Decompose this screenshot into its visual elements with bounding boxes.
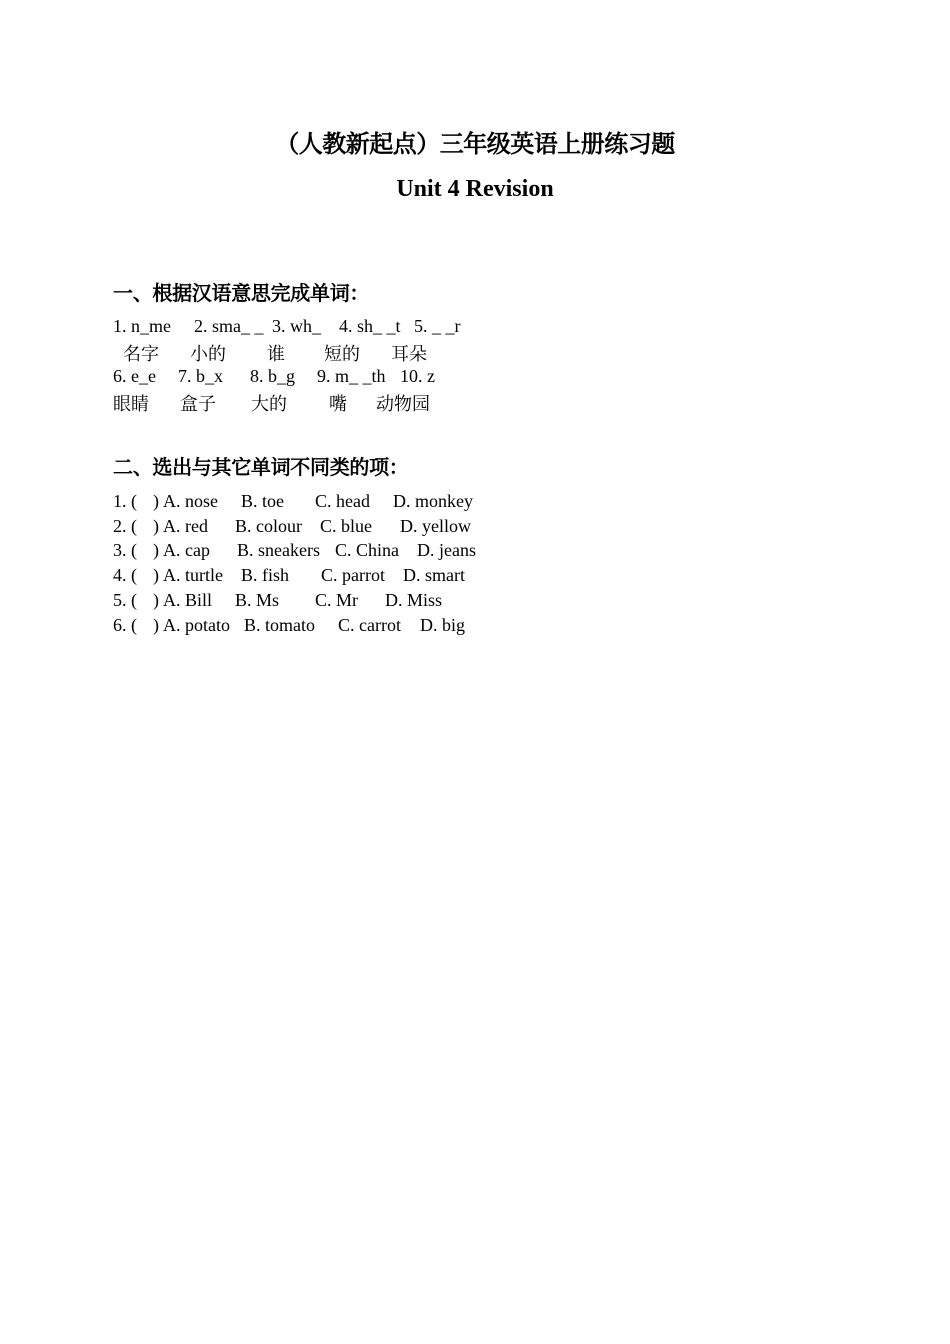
section2-heading: 二、选出与其它单词不同类的项：	[113, 455, 409, 479]
word-item: 8. b_g	[250, 366, 295, 386]
option-c: C. head	[315, 491, 370, 511]
meaning-item: 短的	[324, 344, 360, 365]
option-d: D. jeans	[417, 540, 476, 560]
question-number: 2. (	[113, 516, 137, 536]
option-d: D. monkey	[393, 491, 473, 511]
option-b: B. colour	[235, 516, 302, 536]
question-number: 4. (	[113, 565, 137, 585]
option-d: D. smart	[403, 565, 465, 585]
meaning-item: 大的	[251, 394, 287, 415]
option-a: A. Bill	[163, 590, 213, 610]
word-item: 1. n_me	[113, 316, 171, 336]
answer-blank: )	[153, 516, 159, 536]
option-c: C. carrot	[338, 615, 401, 635]
word-item: 10. z	[400, 366, 435, 386]
option-a: A. turtle	[163, 565, 223, 585]
option-b: B. sneakers	[237, 540, 320, 560]
word-item: 4. sh_ _t	[339, 316, 401, 336]
word-item: 3. wh_	[272, 316, 321, 336]
word-item: 2. sma_ _	[194, 316, 264, 336]
answer-blank: )	[153, 565, 159, 585]
question-number: 5. (	[113, 590, 137, 610]
question-number: 1. (	[113, 491, 137, 511]
option-b: B. tomato	[244, 615, 315, 635]
answer-blank: )	[153, 540, 159, 560]
option-d: D. Miss	[385, 590, 443, 610]
option-b: B. Ms	[235, 590, 280, 610]
option-d: D. big	[420, 615, 465, 635]
meaning-item: 谁	[267, 344, 285, 365]
option-d: D. yellow	[400, 516, 471, 536]
meaning-item: 嘴	[329, 394, 347, 415]
answer-blank: )	[153, 491, 159, 511]
option-a: A. potato	[163, 615, 230, 635]
option-b: B. toe	[241, 491, 284, 511]
option-c: C. blue	[320, 516, 372, 536]
option-c: C. Mr	[315, 590, 359, 610]
option-c: C. parrot	[321, 565, 385, 585]
option-b: B. fish	[241, 565, 290, 585]
meaning-item: 盒子	[180, 394, 216, 415]
word-item: 6. e_e	[113, 366, 156, 386]
page-subtitle: Unit 4 Revision	[396, 176, 554, 202]
option-c: C. China	[335, 540, 400, 560]
meaning-item: 小的	[190, 344, 226, 365]
page-title: （人教新起点）三年级英语上册练习题	[275, 130, 675, 158]
answer-blank: )	[153, 590, 159, 610]
word-item: 7. b_x	[178, 366, 223, 386]
meaning-item: 耳朵	[391, 344, 427, 365]
question-number: 3. (	[113, 540, 137, 560]
meaning-item: 名字	[123, 344, 159, 365]
option-a: A. cap	[163, 540, 210, 560]
option-a: A. red	[163, 516, 208, 536]
word-item: 9. m_ _th	[317, 366, 386, 386]
answer-blank: )	[153, 615, 159, 635]
option-a: A. nose	[163, 491, 218, 511]
meaning-item: 眼睛	[113, 394, 149, 415]
section1-heading: 一、根据汉语意思完成单词：	[113, 281, 370, 305]
word-item: 5. _ _r	[414, 316, 461, 336]
meaning-item: 动物园	[376, 394, 430, 415]
question-number: 6. (	[113, 615, 137, 635]
